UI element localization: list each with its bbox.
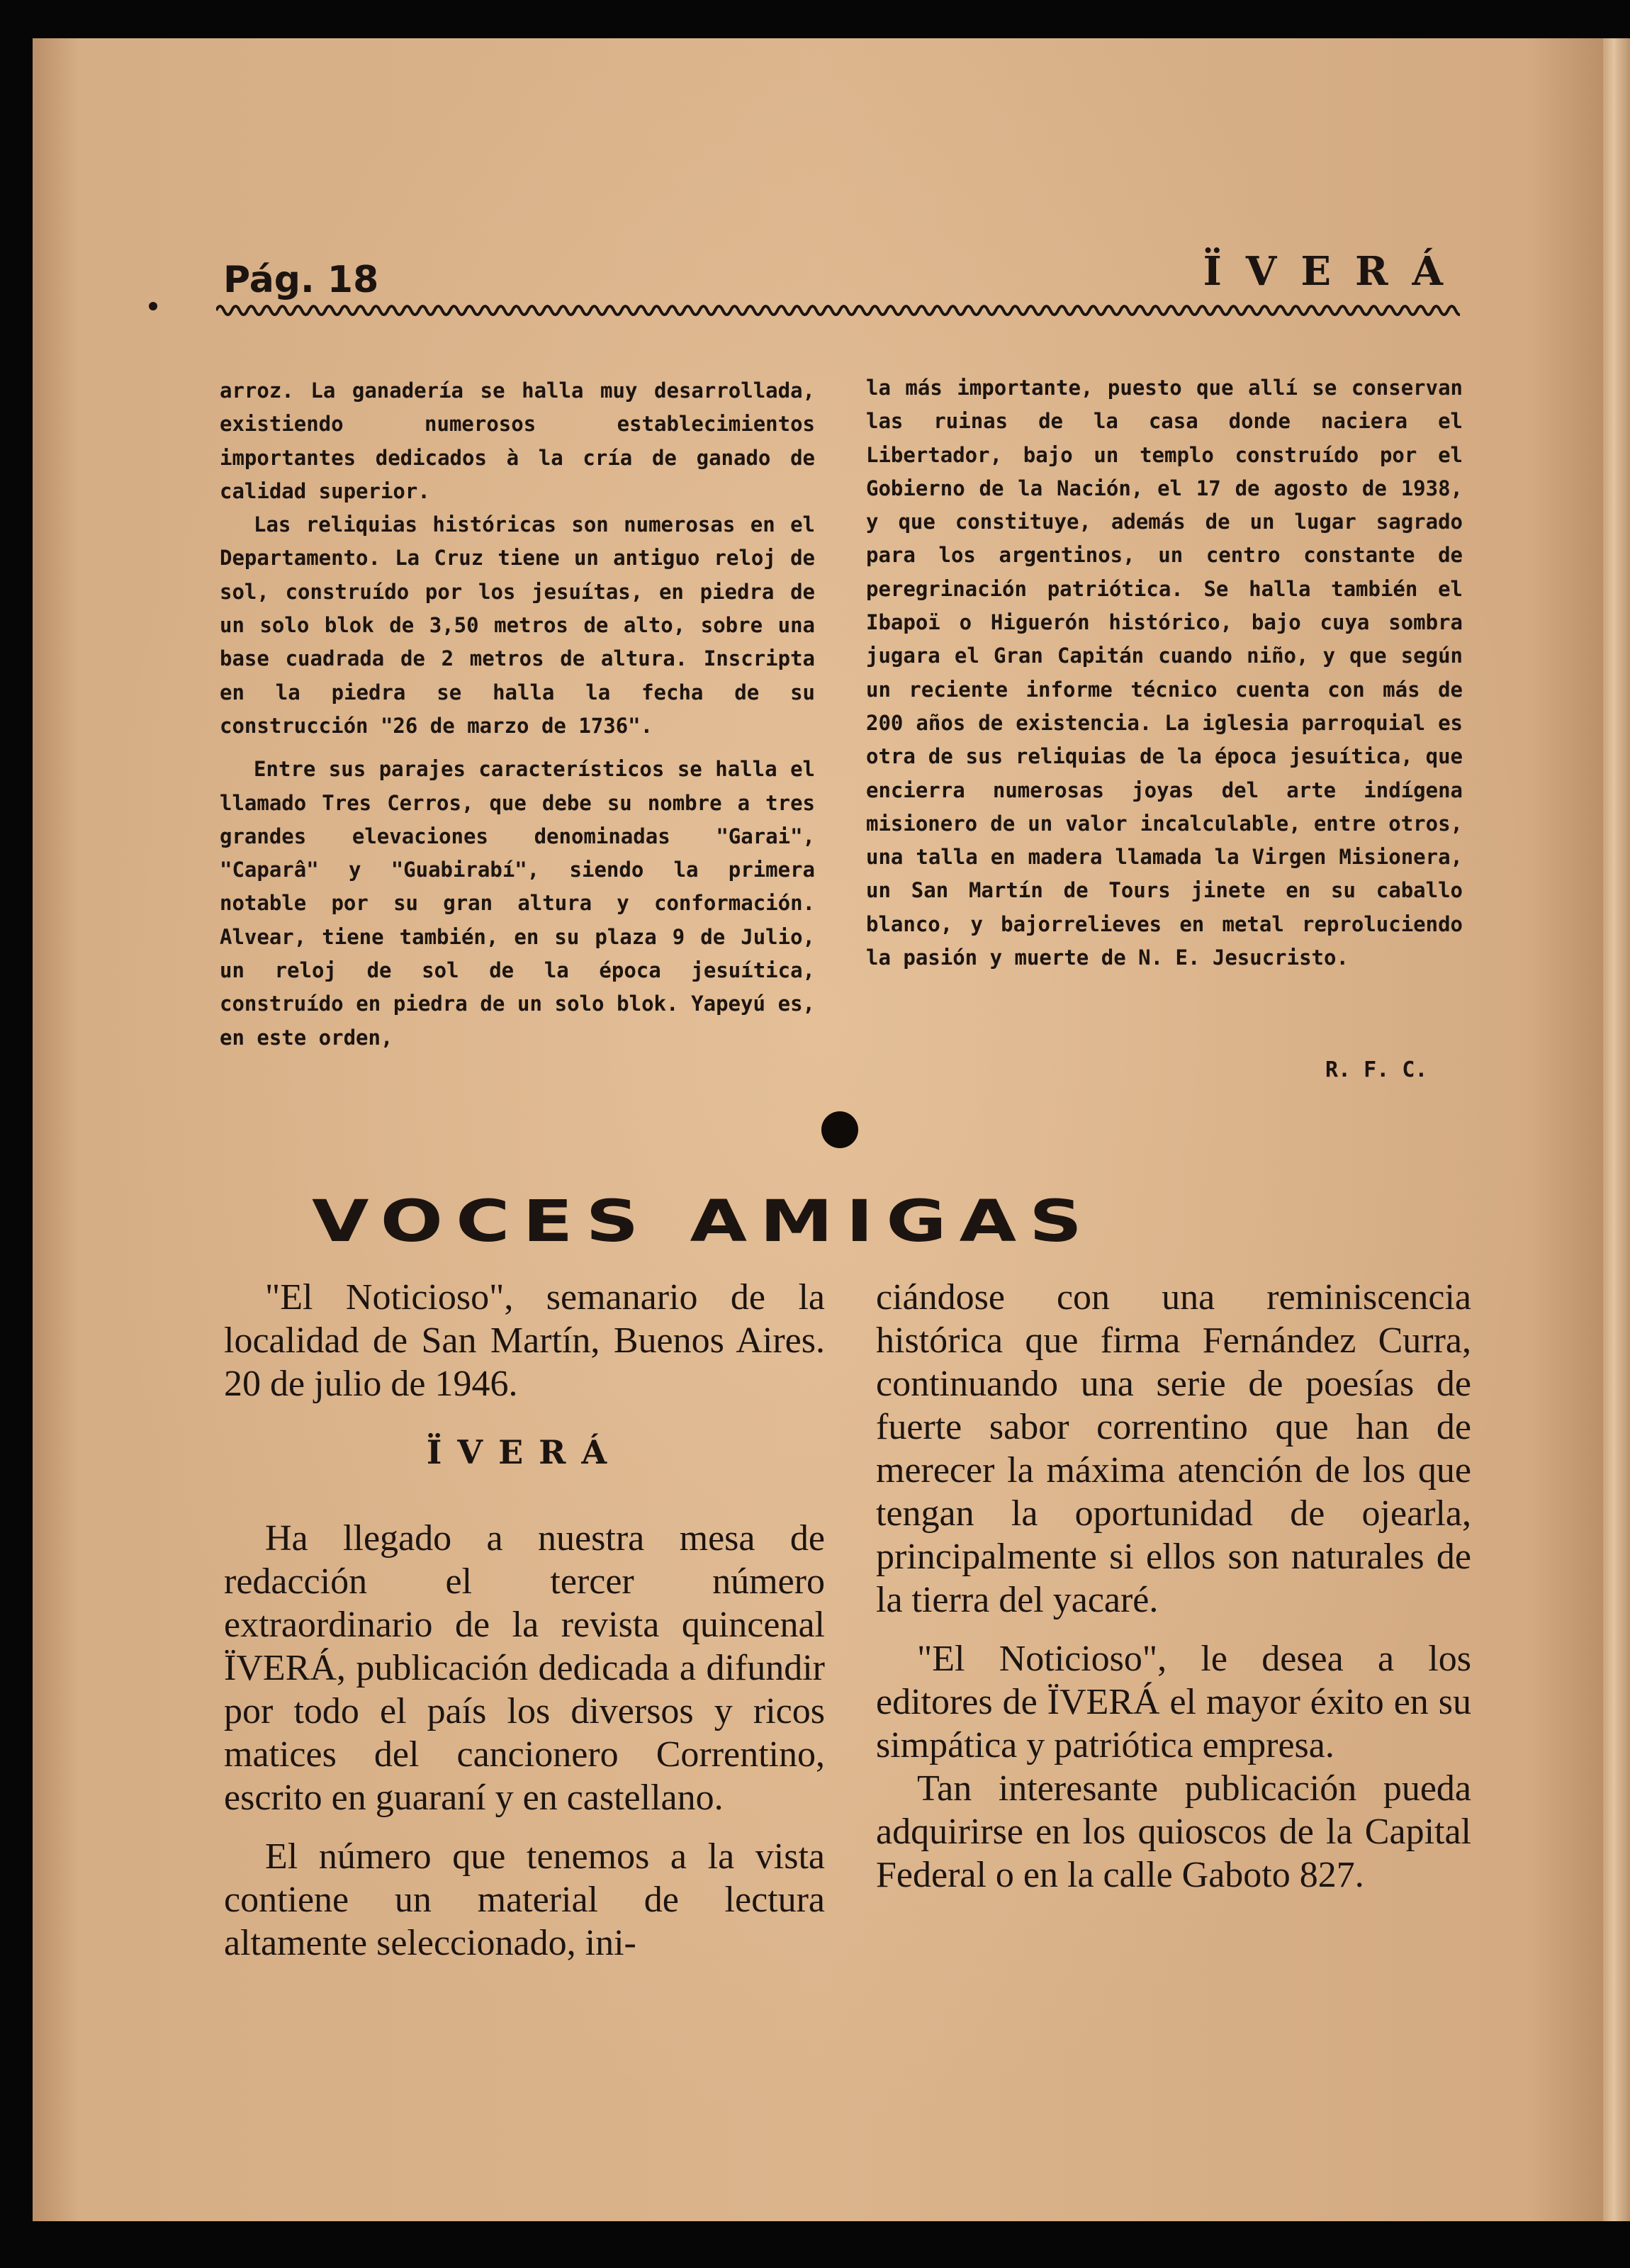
- section-paragraph: Ha llegado a nuestra mesa de redacción el tercer número extraordinario de la revista quincenal ÏVERÁ, publicación dedicada a difundir por todo el país los diversos y ricos matices del cancionero Correntino, escrito en guaraní y en castellano.: [224, 1518, 825, 1818]
- article-paragraph: Entre sus parajes característicos se halla el llamado Tres Cerros, que debe su nombre a tres grandes elevaciones denominadas "Garai", "Caparâ" y "Guabirabí", siendo la primera notable por su gran altura y conformación. Alvear, tiene también, en su plaza 9 de Julio, un reloj de sol de la época jesuítica, construído en piedra de un solo blok. Yapeyú es, en este orden,: [220, 757, 815, 1050]
- section-paragraph: El número que tenemos a la vista contiene un material de lectura altamente seleccionado, ini-: [224, 1836, 825, 1963]
- wavy-rule: [216, 300, 1460, 321]
- article-paragraph: Las reliquias históricas son numerosas en el Departamento. La Cruz tiene un antiguo reloj de sol, construído por los jesuítas, en piedra de un solo blok de 3,50 metros de alto, sobre una base cuadrada de 2 metros de altura. Inscripta en la piedra se halla la fecha de su construcción "26 de marzo de 1736".: [220, 512, 815, 738]
- article-paragraph: arroz. La ganadería se halla muy desarrollada, existiendo numerosos establecimientos importantes dedicados à la cría de ganado de calidad superior.: [220, 378, 815, 503]
- section-paragraph: "El Noticioso", le desea a los editores de ÏVERÁ el mayor éxito en su simpática y patriótica empresa.: [876, 1639, 1471, 1765]
- article-paragraph: la más importante, puesto que allí se conservan las ruinas de la casa donde naciera el Libertador, bajo un templo construído por el Gobierno de la Nación, el 17 de agosto de 1938, y que constituye, además de un lugar sagrado para los argentinos, un centro constante de peregrinación patriótica. Se halla también el Ibapoï o Higuerón histórico, bajo cuya sombra jugara el Gran Capitán cuando niño, y que según un reciente informe técnico cuenta con más de 200 años de existencia. La iglesia parroquial es otra de sus reliquias de la época jesuítica, que encierra numerosas joyas del arte indígena misionero de un valor incalculable, entre otros, una talla en madera llamada la Virgen Misionera, un San Martín de Tours jinete en su caballo blanco, y bajorrelieves en metal reproluciendo la pasión y muerte de N. E. Jesucristo.: [866, 376, 1463, 970]
- section-title: VOCES AMIGAS: [312, 1187, 1095, 1255]
- article-left-column: [220, 374, 815, 1055]
- article-right-column: [866, 371, 1463, 975]
- section-right-column: [876, 1276, 1471, 1897]
- section-left-column: [224, 1276, 825, 1965]
- section-paragraph: ciándose con una reminiscencia histórica que firma Fernández Curra, continuando una serie de poesías de fuerte sabor correntino que han de merecer la máxima atención de los que tengan la oportunidad de ojearla, principalmente si ellos son naturales de la tierra del yacaré.: [876, 1277, 1471, 1620]
- page-edge: [1603, 38, 1630, 2221]
- separator-dot: [821, 1111, 858, 1148]
- section-subtitle: ÏVERÁ: [426, 1433, 623, 1471]
- source-note: "El Noticioso", semanario de la localidad de San Martín, Buenos Aires. 20 de julio de 1946.: [224, 1277, 825, 1404]
- masthead: ÏVERÁ: [1203, 248, 1467, 295]
- margin-dot: [149, 302, 157, 310]
- section-paragraph: Tan interesante publicación pueda adquirirse en los quioscos de la Capital Federal o en la calle Gaboto 827.: [876, 1768, 1471, 1895]
- page-number: Pág. 18: [223, 259, 379, 301]
- author-signature: R. F. C.: [1325, 1057, 1428, 1082]
